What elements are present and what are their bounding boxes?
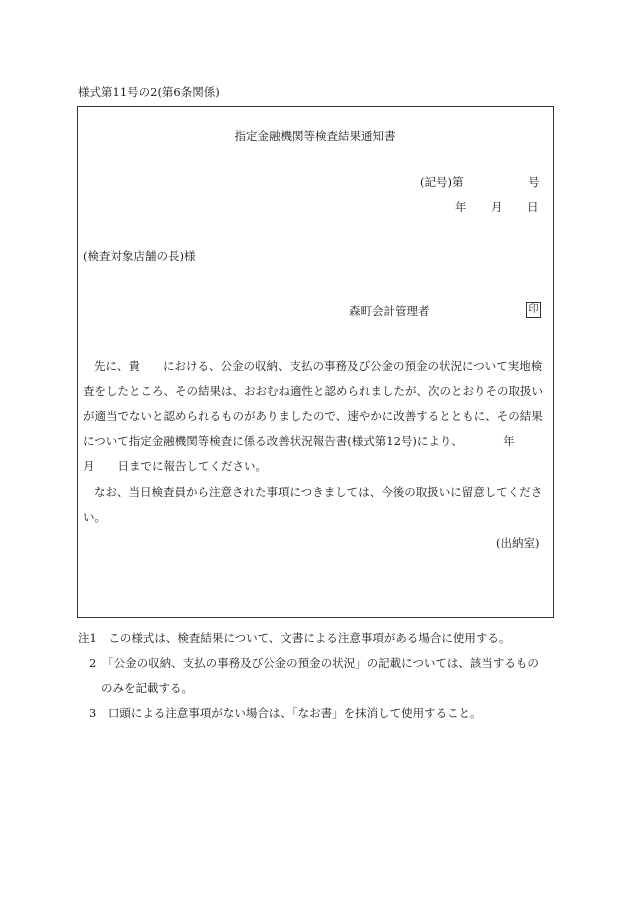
seal-mark: 印 — [526, 302, 541, 318]
reference-suffix: 号 — [528, 175, 540, 189]
sender-title: 森町会計管理者 — [349, 304, 430, 318]
body-line: 先に、貴 における、公金の収納、支払の事務及び公金の預金の状況について実地検 — [94, 359, 543, 373]
body-line: なお、当日検査員から注意された事項につきましては、今後の取扱いに留意してくださ — [94, 485, 543, 499]
note-item: 注1 この様式は、検査結果について、文書による注意事項がある場合に使用する。 — [78, 631, 511, 645]
body-line: 月 日までに報告してください。 — [83, 459, 267, 473]
body-line: が適当でないと認められるものがありましたので、速やかに改善するとともに、その結果 — [83, 409, 543, 423]
date-month: 月 — [491, 200, 503, 214]
note-item: 2 「公金の収納、支払の事務及び公金の預金の状況」の記載については、該当するもの — [89, 656, 539, 670]
date-day: 日 — [527, 200, 539, 214]
addressee: (検査対象店舗の長)様 — [83, 249, 196, 263]
department-name: (出納室) — [496, 536, 540, 550]
reference-prefix: (記号)第 — [420, 175, 464, 189]
form-number-label: 様式第11号の2(第6条関係) — [78, 85, 220, 99]
body-line: い。 — [83, 510, 106, 524]
document-title: 指定金融機関等検査結果通知書 — [234, 129, 396, 143]
reference-number — [420, 174, 540, 190]
note-item: のみを記載する。 — [101, 681, 193, 695]
body-line: について指定金融機関等検査に係る改善状況報告書(様式第12号)により、 年 — [83, 434, 515, 448]
date-year: 年 — [455, 200, 467, 214]
body-line: 査をしたところ、その結果は、おおむね適性と認められましたが、次のとおりその取扱い — [83, 384, 543, 398]
note-item: 3 口頭による注意事項がない場合は、「なお書」を抹消して使用すること。 — [89, 706, 482, 720]
